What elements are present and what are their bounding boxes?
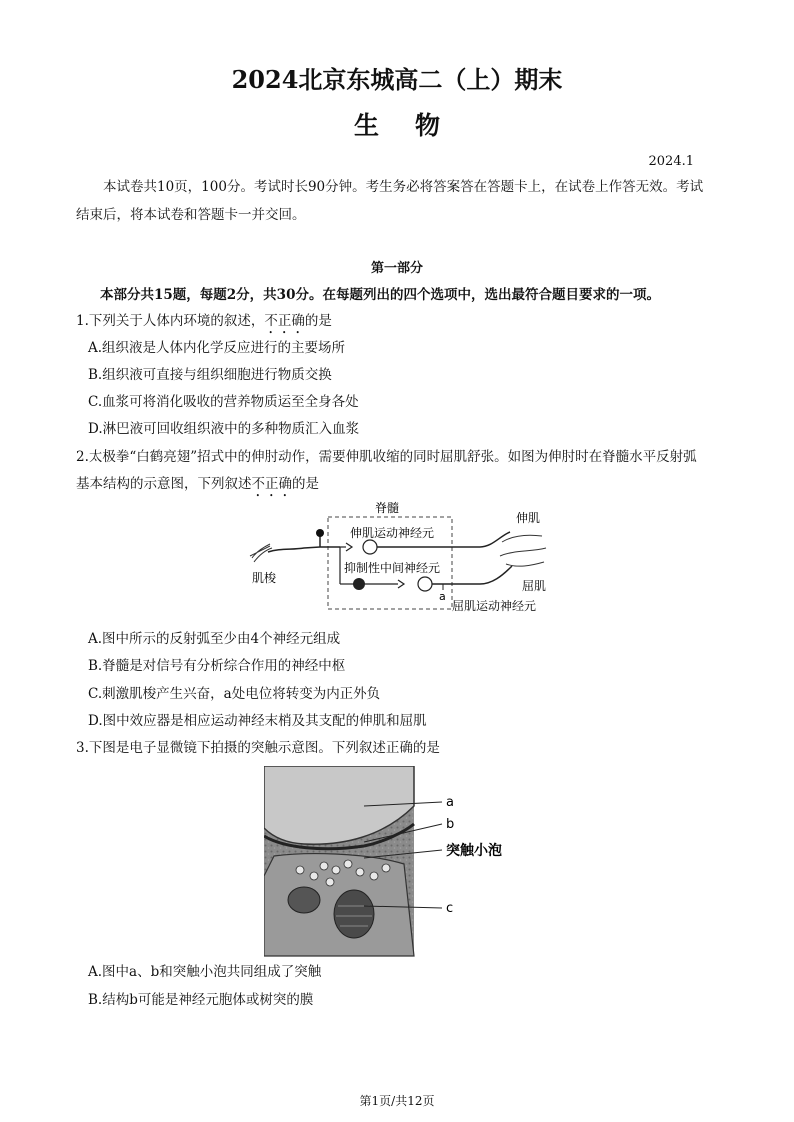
interneuron-cell-body: [353, 578, 365, 590]
q2-stem-text: 基本结构的示意图，下列叙述: [76, 476, 252, 492]
q2-stem-line1: 2.太极拳“白鹤亮翅”招式中的伸肘动作，需要伸肌收缩的同时屈肌舒张。如图为伸肘时在脊髓水平反射弧: [76, 449, 697, 465]
q1-stem-end: 的是: [304, 313, 332, 329]
q2-option-a: A.图中所示的反射弧至少由4个神经元组成: [88, 631, 341, 647]
synapse-flexor: [398, 580, 404, 588]
q1-option-d: D.淋巴液可回收组织液中的多种物质汇入血浆: [88, 421, 360, 437]
q1-stem: [76, 307, 332, 337]
exam-title: 2024北京东城高二（上）期末: [231, 65, 563, 94]
label-muscle-spindle: 肌梭: [252, 571, 277, 585]
synapse-micrograph: [264, 766, 524, 958]
reflex-arc-diagram: [230, 496, 570, 618]
label-inhibitory-interneuron: 抑制性中间神经元: [344, 561, 441, 575]
flexor-axon: [432, 566, 512, 584]
muscle-spindle-shape: [250, 544, 272, 562]
label-point-a: a: [439, 590, 446, 603]
exam-date: 2024.1: [648, 154, 694, 169]
label-vesicle: 突触小泡: [446, 843, 502, 859]
q1-option-a: A.组织液是人体内化学反应进行的主要场所: [88, 340, 346, 356]
part-instruction: 本部分共15题，每题2分，共30分。在每题列出的四个选项中，选出最符合题目要求的一项。: [100, 287, 660, 303]
part-title: 第一部分: [370, 261, 423, 276]
arm-muscle-shape: [500, 535, 546, 566]
mitochondrion-2: [334, 890, 374, 938]
q2-option-c: C.刺激肌梭产生兴奋，a处电位将转变为内正外负: [88, 686, 381, 702]
label-spinal-cord: 脊髓: [375, 501, 400, 515]
q3-stem: 3.下图是电子显微镜下拍摄的突触示意图。下列叙述正确的是: [76, 740, 440, 756]
sensory-cell-body: [316, 529, 324, 537]
label-flexor: 屈肌: [522, 579, 547, 593]
q2-stem-emphasis: 不正确: [251, 476, 292, 492]
q1-option-c: C.血浆可将消化吸收的营养物质运至全身各处: [88, 394, 359, 410]
label-a: a: [446, 795, 454, 810]
q3-option-b: B.结构b可能是神经元胞体或树突的膜: [88, 992, 314, 1008]
q1-stem-emphasis: 不正确: [264, 313, 305, 329]
extensor-cell-body: [363, 540, 377, 554]
intro-paragraph: 本试卷共10页，100分。考试时长90分钟。考生务必将答案答在答题卡上，在试卷上作答无效。考试结束后，将本试卷和答题卡一并交回。: [76, 179, 704, 223]
label-c: c: [446, 901, 454, 916]
q1-option-b: B.组织液可直接与组织细胞进行物质交换: [88, 367, 332, 383]
q2-stem-end: 的是: [292, 476, 319, 492]
mitochondrion-1: [288, 887, 320, 913]
label-extensor-motor-neuron: 伸肌运动神经元: [350, 526, 435, 540]
label-b: b: [446, 817, 455, 832]
label-extensor: 伸肌: [516, 511, 541, 525]
flexor-cell-body: [418, 577, 432, 591]
q3-option-a: A.图中a、b和突触小泡共同组成了突触: [88, 964, 322, 980]
q2-option-d: D.图中效应器是相应运动神经末梢及其支配的伸肌和屈肌: [88, 713, 427, 729]
subject-title: 生物: [353, 111, 476, 140]
page-footer: 第1页/共12页: [359, 1094, 435, 1108]
label-flexor-motor-neuron: 屈肌运动神经元: [452, 599, 537, 613]
synapse-extensor: [346, 543, 352, 551]
q2-option-b: B.脊髓是对信号有分析综合作用的神经中枢: [88, 658, 346, 674]
q1-stem-text: 1.下列关于人体内环境的叙述，: [76, 313, 265, 329]
sensory-fiber: [268, 547, 320, 552]
